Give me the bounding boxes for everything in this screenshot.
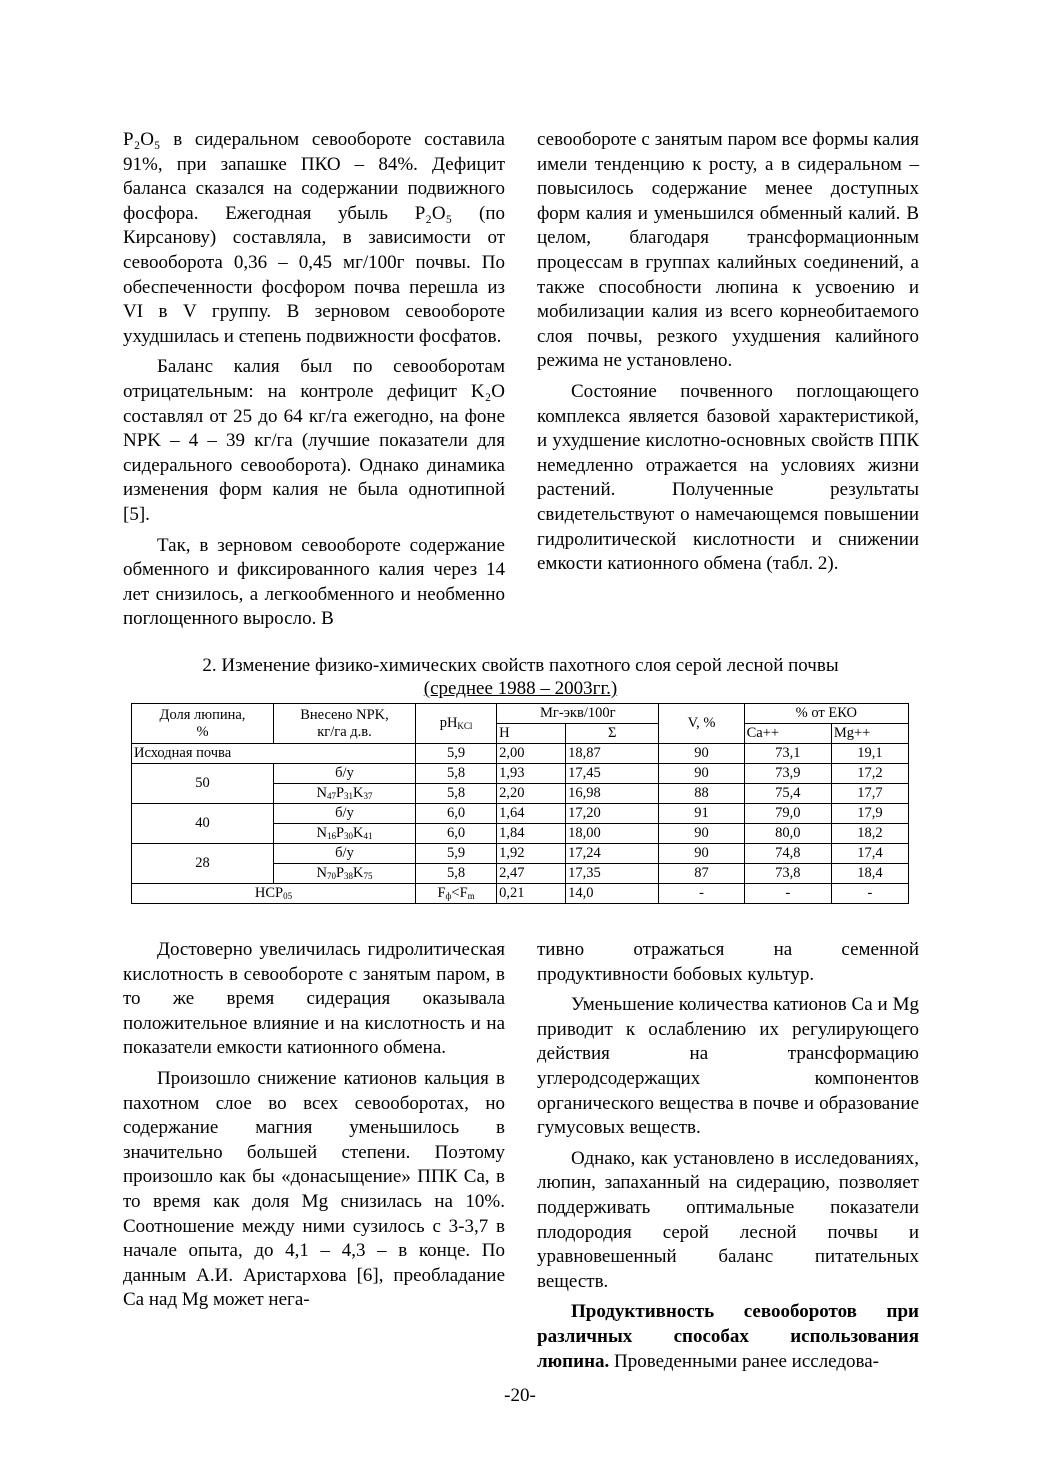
table-row (132, 744, 909, 764)
row-label: Исходная почва (132, 744, 416, 764)
cell-ca: - (744, 884, 831, 904)
cell-ca: 73,8 (744, 864, 831, 884)
header-lupin-share: Доля люпина, % (132, 704, 274, 744)
cell-h: 1,84 (497, 824, 566, 844)
cell-lupin-share: 40 (132, 804, 274, 844)
cell-npk: $N_{16}P_{30}K_{41}$ (274, 824, 416, 844)
section-heading: Продуктивность севооборотов при различных способах использования люпина. (537, 1301, 919, 1372)
paragraph: Уменьшение количества катионов Ca и Mg приводит к ослаблению их регулирующего действия на трансформацию углеродсодержащих компонентов органического вещества в почве и образование гумусовых веществ. (537, 994, 919, 1139)
header-v-percent: V, % (659, 704, 744, 744)
cell-sum: 17,24 (566, 844, 659, 864)
header-ca: Ca++ (744, 724, 831, 744)
paragraph: Так, в зерновом севообороте содержание обменного и фиксированного калия через 14 лет снизилось, а легкообменного и необменно поглощенного выросло. В (123, 534, 505, 630)
table-row (132, 844, 909, 864)
cell-ca: 74,8 (744, 844, 831, 864)
cell-sum: 18,87 (566, 744, 659, 764)
cell-npk: $N_{47}P_{31}K_{37}$ (274, 784, 416, 804)
cell-v: 90 (659, 764, 744, 784)
cell-h: 2,47 (497, 864, 566, 884)
cell-npk: б/у (274, 804, 416, 824)
cell-h: 1,92 (497, 844, 566, 864)
cell-mg: 17,9 (831, 804, 908, 824)
cell-v: 90 (659, 824, 744, 844)
table-caption (123, 654, 918, 700)
paragraph (537, 1300, 919, 1374)
paragraph: Произошло снижение катионов кальция в пахотном слое во всех севооборотах, но содержание магния уменьшилось в значительно большей степени. Поэтому произошло как бы «донасыщение» ППК Ca, в то время как доля Mg снизилась на 10%. Соотношение между ними сузилось с 3-3,7 в начале опыта, до 4,1 – 4,3 – в конце. По данным А.И. Аристархова [6], преобладание Ca над Mg может нега- (123, 1067, 505, 1311)
cell-v: 90 (659, 844, 744, 864)
cell-mg: 19,1 (831, 744, 908, 764)
table-caption-title: 2. Изменение физико-химических свойств пахотного слоя серой лесной почвы (202, 655, 839, 676)
paragraph: Однако, как установлено в исследованиях, люпин, запаханный на сидерацию, позволяет поддерживать оптимальные показатели плодородия серой лесной почвы и уравновешенный баланс питательных веществ. (537, 1147, 919, 1292)
cell-mg: 18,2 (831, 824, 908, 844)
cell-npk: $N_{70}P_{38}K_{75}$ (274, 864, 416, 884)
cell-lupin-share: 28 (132, 844, 274, 884)
soil-properties-table (131, 703, 909, 904)
cell-npk: б/у (274, 844, 416, 864)
cell-sum: 17,45 (566, 764, 659, 784)
cell-v: 87 (659, 864, 744, 884)
column-bottom-right (537, 938, 919, 1380)
cell-npk: б/у (274, 764, 416, 784)
header-npk: Внесено NPK, кг/га д.в. (274, 704, 416, 744)
section-text: Проведенными ранее исследова- (609, 1350, 880, 1372)
paragraph: Баланс калия был по севооборотам отрицательным: на контроле дефицит K₂O составлял от 25 до 64 кг/га ежегодно, на фоне NPK – 4 – 39 кг/га (лучшие показатели для сидерального севооборота). Однако динамика изменения форм калия не была однотипной [5]. (123, 356, 505, 525)
cell-v: 90 (659, 744, 744, 764)
cell-h: 2,20 (497, 784, 566, 804)
page-number: -20- (504, 1385, 536, 1406)
cell-ph: 5,8 (416, 784, 497, 804)
cell-mg: 18,4 (831, 864, 908, 884)
cell-h: 1,64 (497, 804, 566, 824)
table-row-hcr (132, 884, 909, 904)
cell-v: 88 (659, 784, 744, 804)
cell-ph: 5,9 (416, 744, 497, 764)
cell-ca: 79,0 (744, 804, 831, 824)
cell-ph: 5,8 (416, 764, 497, 784)
cell-sum: 18,00 (566, 824, 659, 844)
table-row (132, 804, 909, 824)
table-caption-period: (среднее 1988 – 2003гг.) (423, 678, 618, 699)
cell-sum: 16,98 (566, 784, 659, 804)
cell-sum: 17,20 (566, 804, 659, 824)
cell-h: 1,93 (497, 764, 566, 784)
cell-ca: 73,1 (744, 744, 831, 764)
cell-v: - (659, 884, 744, 904)
header-mg: Mg++ (831, 724, 908, 744)
paragraph: тивно отражаться на семенной продуктивности бобовых культур. (537, 939, 919, 985)
table-row (132, 764, 909, 784)
header-ph: $pH_{KCl}$ (416, 704, 497, 744)
table-header-row (132, 704, 909, 724)
column-bottom-left (123, 938, 505, 1319)
cell-mg: 17,7 (831, 784, 908, 804)
cell-sum: 14,0 (566, 884, 659, 904)
cell-mg: 17,4 (831, 844, 908, 864)
cell-h: 0,21 (497, 884, 566, 904)
paragraph: Достоверно увеличилась гидролитическая кислотность в севообороте с занятым паром, в то же время сидерация оказывала положительное влияние и на кислотность и на показатели емкости катионного обмена. (123, 939, 505, 1059)
paragraph: Состояние почвенного поглощающего комплекса является базовой характеристикой, и ухудшение кислотно-основных свойств ППК немедленно отражается на условиях жизни растений. Полученные результаты свидетельствуют о намечающемся повышении гидролитической кислотности и снижении емкости катионного обмена (табл. 2). (537, 380, 919, 575)
cell-h: 2,00 (497, 744, 566, 764)
cell-ph: 6,0 (416, 804, 497, 824)
cell-ph: $F_ф<F_m$ (416, 884, 497, 904)
header-eko: % от ЕКО (744, 704, 908, 724)
header-sum: Σ (566, 724, 659, 744)
column-top-left (123, 128, 505, 638)
header-h: Н (497, 724, 566, 744)
header-mg-eq: Мг-экв/100г (497, 704, 659, 724)
cell-ca: 75,4 (744, 784, 831, 804)
paragraph: P₂O₅ в сидеральном севообороте составила 91%, при запашке ПКО – 84%. Дефицит баланса сказался на содержании подвижного фосфора. Ежегодная убыль P₂O₅ (по Кирсанову) составляла, в зависимости от севооборота 0,36 – 0,45 мг/100г почвы. По обеспеченности фосфором почва перешла из VI в V группу. В зерновом севообороте ухудшилась и степень подвижности фосфатов. (123, 129, 505, 347)
cell-ph: 5,9 (416, 844, 497, 864)
cell-ph: 5,8 (416, 864, 497, 884)
paragraph: севообороте с занятым паром все формы калия имели тенденцию к росту, а в сидеральном – повысилось содержание менее доступных форм калия и уменьшился обменный калий. В целом, благодаря трансформационным процессам в группах калийных соединений, а также способности люпина к усвоению и мобилизации калия из всего корнеобитаемого слоя почвы, резкого ухудшения калийного режима не установлено. (537, 129, 919, 372)
cell-sum: 17,35 (566, 864, 659, 884)
cell-ph: 6,0 (416, 824, 497, 844)
cell-ca: 80,0 (744, 824, 831, 844)
cell-mg: - (831, 884, 908, 904)
cell-ca: 73,9 (744, 764, 831, 784)
row-label: $НСР_{05}$ (132, 884, 416, 904)
column-top-right (537, 128, 919, 583)
cell-lupin-share: 50 (132, 764, 274, 804)
cell-v: 91 (659, 804, 744, 824)
cell-mg: 17,2 (831, 764, 908, 784)
